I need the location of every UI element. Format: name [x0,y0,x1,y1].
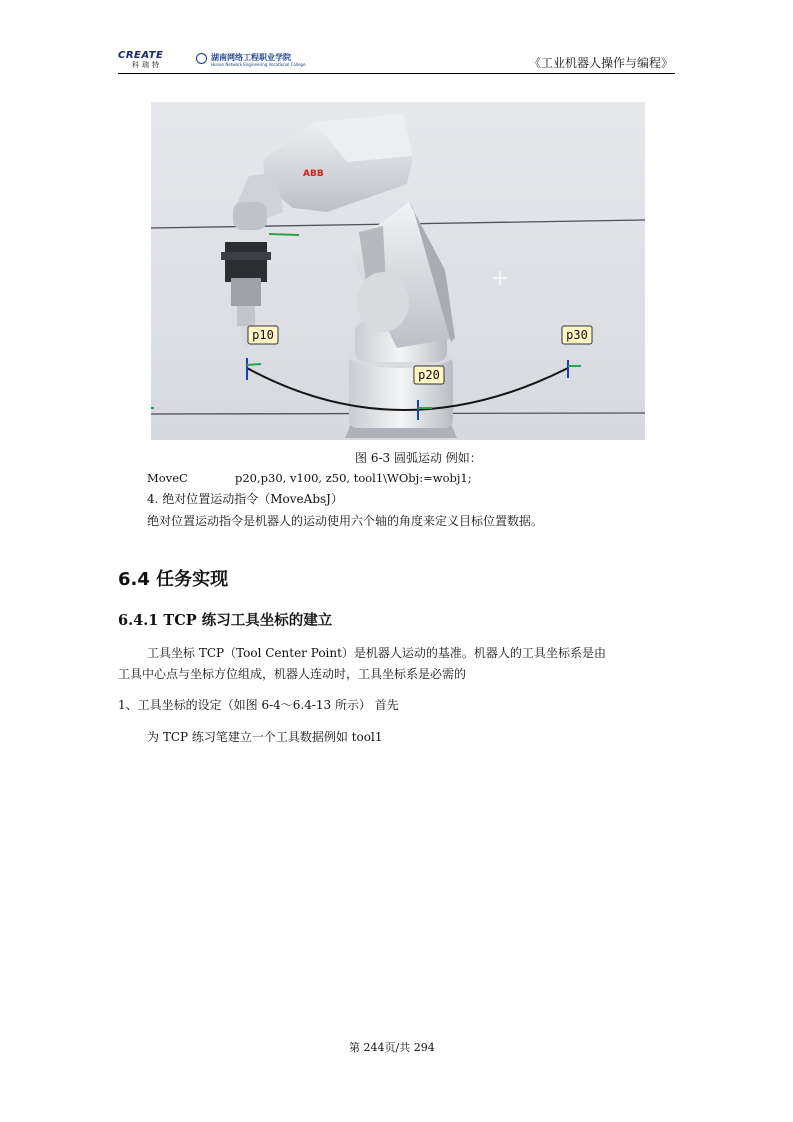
step-1-detail: 为 TCP 练习笔建立一个工具数据例如 tool1 [147,730,383,744]
label-p10: p10 [252,328,274,342]
figure-caption: 图 6-3 圆弧运动 例如： [355,451,482,465]
step-1: 1、工具坐标的设定（如图 6-4～6.4-13 所示） 首先 [118,698,399,712]
paragraph-absj: 绝对位置运动指令是机器人的运动使用六个轴的角度来定义目标位置数据。 [147,514,544,528]
school-emblem-icon [196,53,207,64]
create-logo-sub: 科瑞特 [132,61,162,69]
label-p30: p30 [566,328,588,342]
book-title: 《工业机器人操作与编程》 [528,56,673,70]
tag-p10 [248,326,278,344]
section-title: 6.4 任务实现 [118,569,229,590]
robot-arc-figure [151,102,645,440]
page-header [118,48,675,74]
code-keyword: MoveC [147,471,188,485]
page-number: 第 244页/共 294 [349,1041,435,1054]
school-logo-en: Hunan Network Engineering Vocational College [211,62,306,67]
school-logo-name: 湖南网络工程职业学院 [211,53,291,62]
code-line [147,470,472,486]
paragraph-tcp-line1: 工具坐标 TCP（Tool Center Point）是机器人运动的基准。机器人的工具坐标系是由 [147,646,606,660]
tag-p30 [562,326,592,344]
robot-scene [151,102,645,440]
code-args: p20,p30, v100, z50, tool1\WObj:=wobj1; [235,471,472,485]
header-rule [118,73,675,74]
list-item-4: 4. 绝对位置运动指令（MoveAbsJ） [147,492,343,506]
create-logo [118,51,176,69]
school-logo [196,52,306,68]
paragraph-tcp-line2: 工具中心点与坐标方位组成，机器人连动时，工具坐标系是必需的 [118,667,467,681]
create-logo-brand: CREATE [118,50,164,61]
abb-logo: ABB [303,169,324,179]
tag-p20 [414,366,444,384]
label-p20: p20 [418,368,440,382]
subsection-title: 6.4.1 TCP 练习工具坐标的建立 [118,612,333,629]
